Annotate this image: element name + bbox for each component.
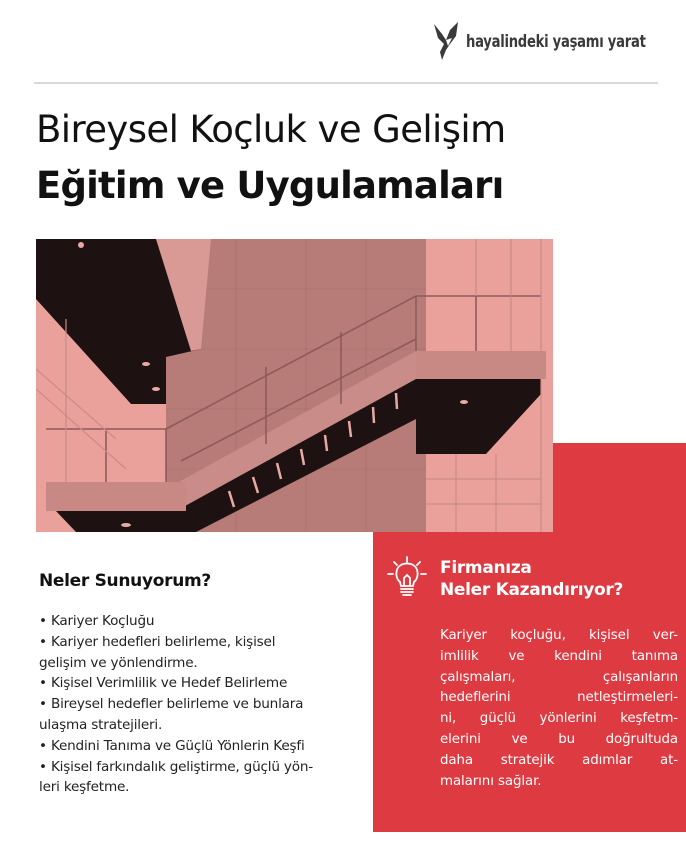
offer-list-item: • Kendini Tanıma ve Güçlü Yönlerin Keşfi: [39, 737, 305, 754]
benefits-heading-line1: Firmanıza: [440, 558, 532, 578]
lightbulb-icon: [386, 555, 428, 601]
offer-list-item: • Kariyer hedefleri belirleme, kişisel: [39, 633, 276, 650]
benefits-body-line: malarını sağlar.: [440, 773, 542, 789]
offer-heading: Neler Sunuyorum?: [39, 571, 211, 591]
brand-name: hayalindeki yaşamı yarat: [466, 32, 646, 52]
page-title-line1: Bireysel Koçluk ve Gelişim: [36, 108, 506, 151]
offer-list-item: leri keşfetme.: [39, 779, 130, 796]
benefits-body-line: Kariyer koçluğu, kişisel ver-: [440, 628, 678, 643]
header-divider: [34, 82, 658, 84]
offer-list-item: • Kariyer Koçluğu: [39, 613, 155, 629]
fox-wing-logo-icon: [432, 20, 460, 64]
benefits-body: [440, 626, 678, 792]
offer-list-item: • Bireysel hedefler belirleme ve bunlara: [39, 696, 304, 713]
benefits-heading-line2: Neler Kazandırıyor?: [440, 580, 624, 600]
staircase-illustration: [36, 239, 553, 532]
benefits-body-line: çalışmaları, çalışanların: [440, 669, 678, 685]
benefits-body-line: ni, güçlü yönlerini keşfetm-: [440, 711, 678, 727]
offer-list-item: • Kişisel farkındalık geliştirme, güçlü yön-: [39, 758, 313, 775]
brand-logo: [432, 20, 675, 64]
offer-list-item: gelişim ve yönlendirme.: [39, 654, 198, 671]
benefits-heading: [440, 557, 623, 601]
benefits-body-line: daha stratejik adımlar at-: [440, 752, 678, 768]
benefits-body-line: elerini ve bu doğrultuda: [440, 731, 678, 747]
offer-list-item: • Kişisel Verimlilik ve Hedef Belirleme: [39, 675, 288, 692]
staircase-photo: [36, 239, 553, 532]
page-title-line2: Eğitim ve Uygulamaları: [36, 164, 504, 207]
benefits-body-line: hedeflerini netleştirmeleri-: [440, 690, 678, 706]
offer-list: [39, 611, 369, 798]
benefits-body-line: imlilik ve kendini tanıma: [440, 648, 678, 664]
offer-list-item: ulaşma stratejileri.: [39, 716, 163, 733]
